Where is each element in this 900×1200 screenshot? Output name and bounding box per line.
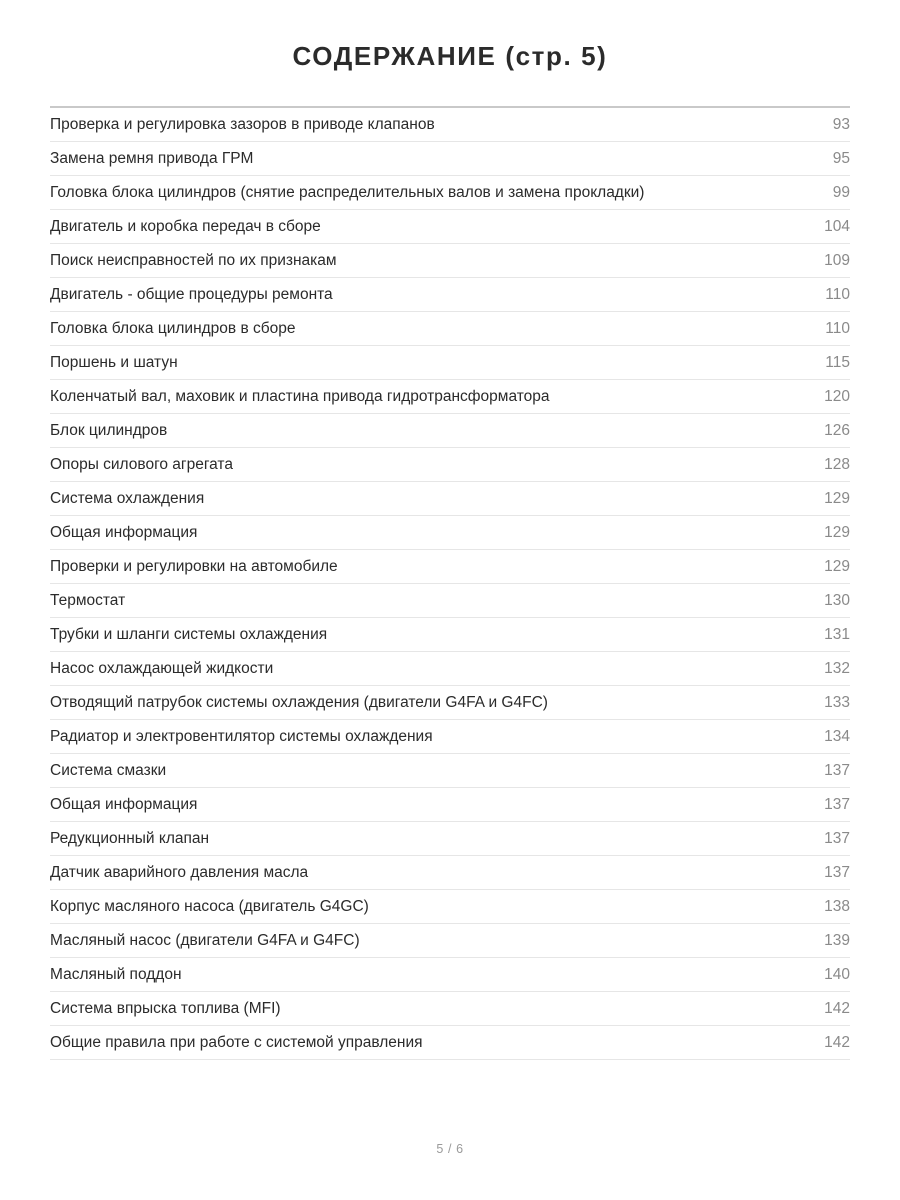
toc-entry-page-number: 128 [824, 455, 850, 473]
toc-entry[interactable] [50, 550, 850, 584]
toc-entry-title: Общие правила при работе с системой управления [50, 1033, 423, 1051]
toc-entry-title: Общая информация [50, 795, 198, 813]
toc-entry-title: Термостат [50, 591, 126, 609]
toc-entry-title: Датчик аварийного давления масла [50, 863, 309, 881]
toc-entry-page-number: 93 [832, 115, 850, 133]
toc-entry[interactable] [50, 822, 850, 856]
toc-entry-title: Головка блока цилиндров (снятие распределительных валов и замена прокладки) [50, 183, 645, 201]
toc-entry-title: Трубки и шланги системы охлаждения [50, 625, 328, 643]
toc-entry-page-number: 134 [824, 727, 850, 745]
toc-entry-page-number: 110 [825, 319, 850, 337]
toc-entry[interactable] [50, 890, 850, 924]
toc-entry[interactable] [50, 1026, 850, 1060]
toc-entry[interactable] [50, 482, 850, 516]
toc-entry-title: Масляный поддон [50, 965, 182, 983]
toc-entry-page-number: 137 [824, 761, 850, 779]
toc-entry[interactable] [50, 312, 850, 346]
toc-entry-title: Система смазки [50, 761, 167, 779]
toc-entry[interactable] [50, 516, 850, 550]
toc-entry-page-number: 137 [824, 795, 850, 813]
toc-entry[interactable] [50, 142, 850, 176]
toc-entry-page-number: 140 [824, 965, 850, 983]
toc-entry-page-number: 142 [824, 999, 850, 1017]
toc-entry-title: Замена ремня привода ГРМ [50, 149, 254, 167]
toc-entry-page-number: 137 [824, 863, 850, 881]
toc-entry-title: Насос охлаждающей жидкости [50, 659, 274, 677]
toc-entry[interactable] [50, 958, 850, 992]
toc-entry-page-number: 99 [832, 183, 850, 201]
toc-entry-title: Корпус масляного насоса (двигатель G4GC) [50, 897, 369, 915]
toc-entry-title: Общая информация [50, 523, 198, 541]
toc-entry[interactable] [50, 244, 850, 278]
toc-entry[interactable] [50, 686, 850, 720]
toc-entry-page-number: 138 [824, 897, 850, 915]
toc-entry[interactable] [50, 924, 850, 958]
toc-entry-page-number: 139 [824, 931, 850, 949]
toc-entry-page-number: 137 [824, 829, 850, 847]
toc-entry[interactable] [50, 346, 850, 380]
toc-entry-page-number: 104 [824, 217, 850, 235]
toc-entry-page-number: 120 [824, 387, 850, 405]
toc-entry-page-number: 110 [825, 285, 850, 303]
toc-entry-page-number: 129 [824, 489, 850, 507]
page-title: СОДЕРЖАНИЕ (стр. 5) [292, 41, 608, 71]
toc-entry-title: Редукционный клапан [50, 829, 210, 847]
toc-entry-page-number: 95 [832, 149, 850, 167]
toc-entry-title: Поиск неисправностей по их признакам [50, 251, 337, 269]
toc-entry[interactable] [50, 210, 850, 244]
table-of-contents-list [0, 108, 900, 1060]
toc-entry-title: Двигатель - общие процедуры ремонта [50, 285, 333, 303]
toc-entry-page-number: 126 [824, 421, 850, 439]
toc-entry-title: Коленчатый вал, маховик и пластина привода гидротрансформатора [50, 387, 550, 405]
toc-entry-title: Проверки и регулировки на автомобиле [50, 557, 338, 575]
toc-entry[interactable] [50, 448, 850, 482]
toc-entry-title: Проверка и регулировка зазоров в приводе клапанов [50, 115, 435, 133]
toc-entry[interactable] [50, 380, 850, 414]
page-pagination: 5 / 6 [436, 1142, 464, 1156]
toc-entry-page-number: 129 [824, 557, 850, 575]
toc-entry-page-number: 109 [824, 251, 850, 269]
toc-entry-title: Система впрыска топлива (MFI) [50, 999, 281, 1017]
toc-entry[interactable] [50, 278, 850, 312]
toc-entry[interactable] [50, 584, 850, 618]
toc-entry[interactable] [50, 176, 850, 210]
toc-entry-page-number: 142 [824, 1033, 850, 1051]
toc-entry[interactable] [50, 652, 850, 686]
toc-entry-title: Радиатор и электровентилятор системы охлаждения [50, 727, 433, 745]
toc-entry-title: Блок цилиндров [50, 421, 168, 439]
toc-entry-page-number: 115 [825, 353, 850, 371]
toc-entry-page-number: 133 [824, 693, 850, 711]
toc-entry[interactable] [50, 788, 850, 822]
toc-entry-title: Головка блока цилиндров в сборе [50, 319, 296, 337]
toc-entry-title: Отводящий патрубок системы охлаждения (двигатели G4FA и G4FC) [50, 693, 548, 711]
toc-entry[interactable] [50, 414, 850, 448]
toc-entry-page-number: 131 [824, 625, 850, 643]
toc-entry[interactable] [50, 618, 850, 652]
toc-entry-title: Система охлаждения [50, 489, 205, 507]
toc-entry[interactable] [50, 108, 850, 142]
toc-entry-title: Опоры силового агрегата [50, 455, 233, 473]
toc-entry-title: Двигатель и коробка передач в сборе [50, 217, 321, 235]
toc-entry[interactable] [50, 992, 850, 1026]
toc-entry[interactable] [50, 720, 850, 754]
toc-entry[interactable] [50, 856, 850, 890]
toc-entry[interactable] [50, 754, 850, 788]
toc-entry-title: Масляный насос (двигатели G4FA и G4FC) [50, 931, 360, 949]
toc-entry-page-number: 132 [824, 659, 850, 677]
toc-entry-title: Поршень и шатун [50, 353, 178, 371]
toc-entry-page-number: 129 [824, 523, 850, 541]
toc-entry-page-number: 130 [824, 591, 850, 609]
